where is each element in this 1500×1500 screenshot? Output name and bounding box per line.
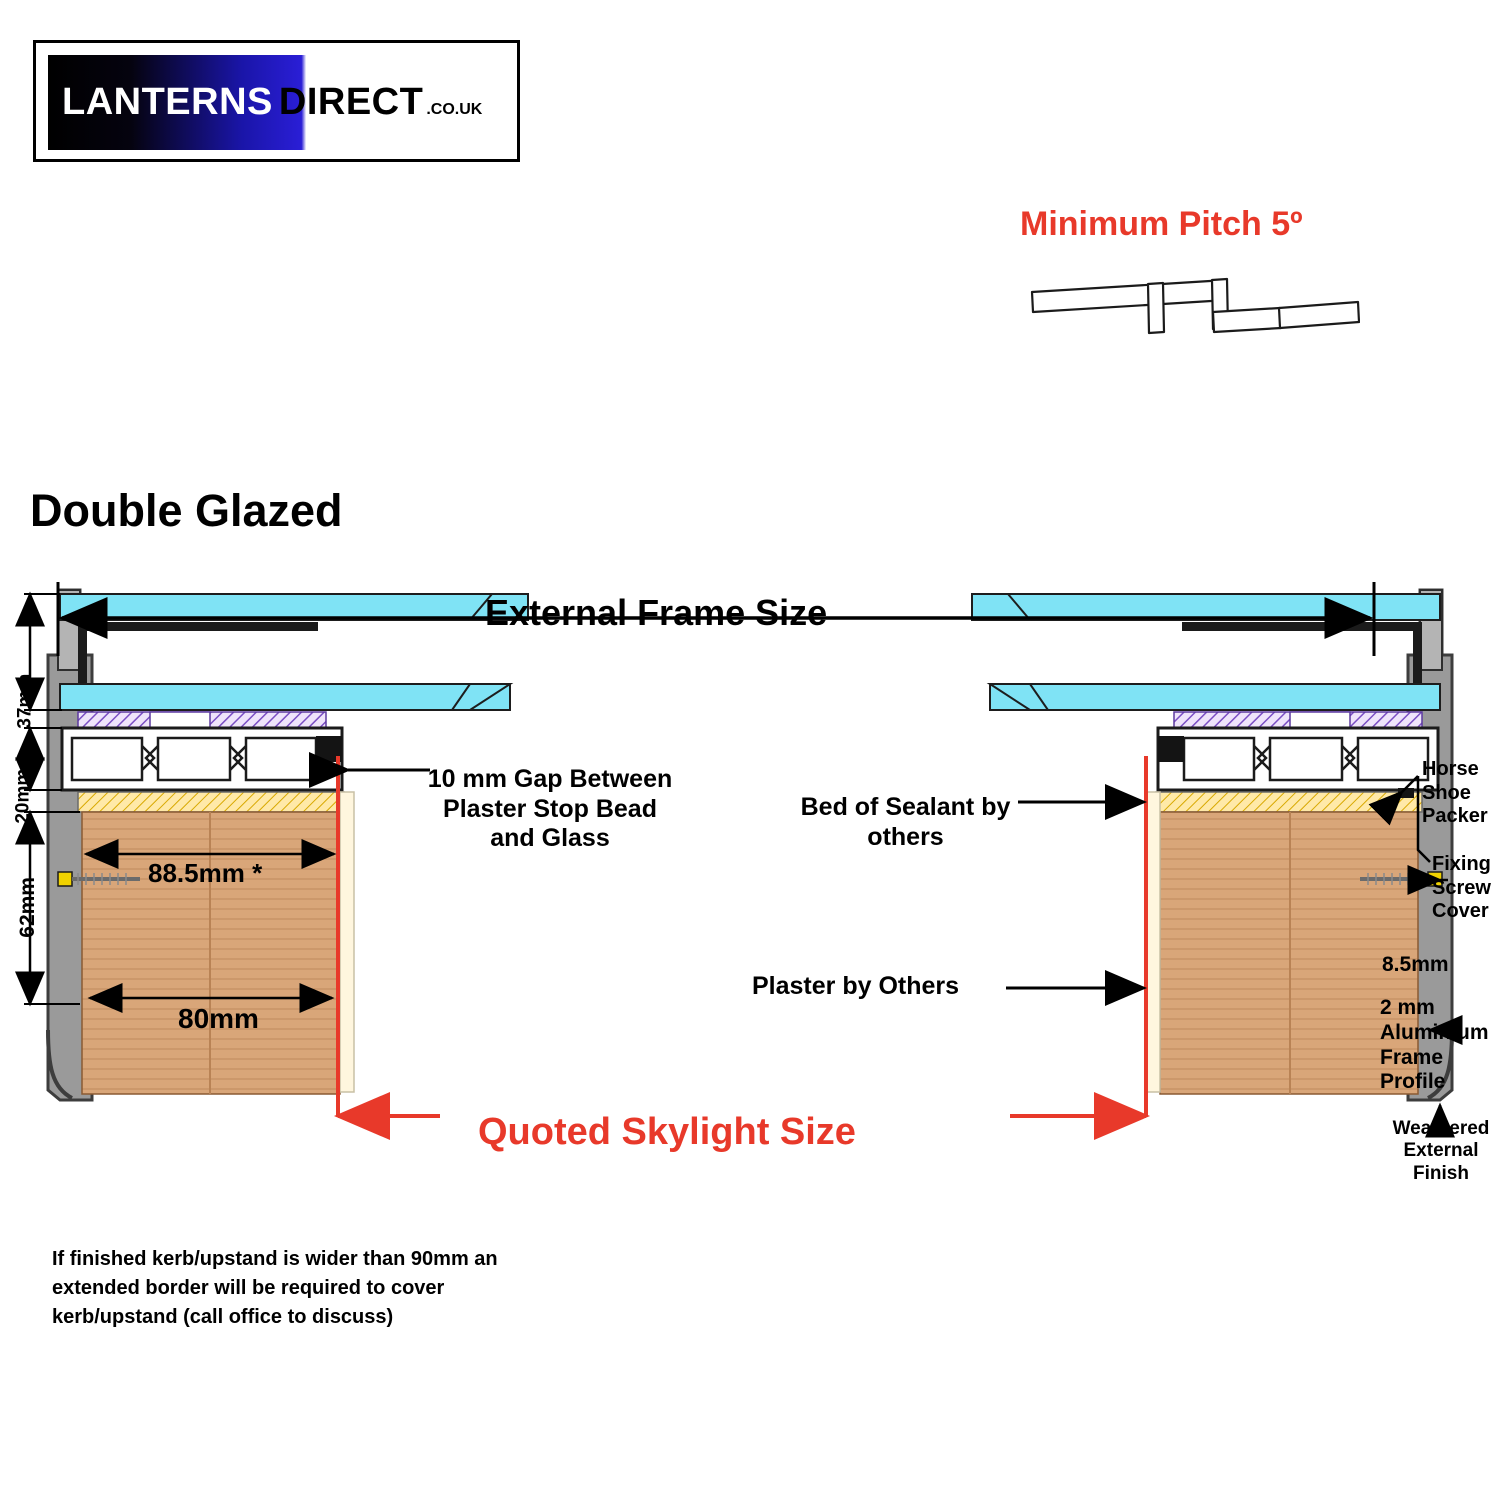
logo-word-direct: DIRECT [278, 81, 424, 123]
brand-logo [33, 40, 520, 162]
bed-of-sealant-right [1156, 792, 1422, 812]
outer-glass-pane-left [60, 594, 528, 620]
inner-glass-pane-right [990, 684, 1440, 710]
callout-fixing-screw-cover: Fixing Screw Cover [1432, 853, 1491, 923]
callout-plaster-by-others: Plaster by Others [752, 972, 960, 1000]
dimension-label-quoted-skylight-size: Quoted Skylight Size [478, 1111, 856, 1153]
minimum-pitch-diagram [1030, 270, 1360, 380]
section-heading-double-glazed: Double Glazed [30, 485, 343, 536]
dimension-label-8-5mm: 8.5mm [1382, 953, 1449, 976]
dimension-label-20mm: 20mm [12, 768, 34, 824]
outer-glass-pane-right [972, 594, 1440, 620]
dimension-label-external-frame-size: External Frame Size [485, 592, 828, 633]
bed-of-sealant-left [78, 792, 344, 812]
callout-gap-between-plaster-stop-bead-and-glass: 10 mm Gap Between Plaster Stop Bead and Glass [427, 765, 673, 852]
logo-gradient-bar [48, 55, 509, 150]
callout-weathered-external-finish: Weathered External Finish [1392, 1118, 1490, 1184]
minimum-pitch-title: Minimum Pitch 5º [1020, 205, 1303, 243]
plaster-left [340, 792, 354, 1092]
inner-glass-pane-left [60, 684, 510, 710]
callout-horse-shoe-packer: Horse Shoe Packer [1422, 758, 1488, 828]
dimension-label-62mm: 62mm [15, 877, 39, 938]
dimension-label-37mm: 37mm [14, 673, 36, 729]
plaster-right [1146, 792, 1160, 1092]
fixing-screw-cover-left [58, 872, 72, 886]
callout-bed-of-sealant: Bed of Sealant by others [800, 793, 1011, 851]
dimension-label-80mm: 80mm [178, 1003, 259, 1034]
logo-tld: .CO.UK [426, 101, 483, 118]
callout-aluminium-frame-profile: 2 mm Aluminium Frame Profile [1380, 996, 1489, 1094]
logo-word-lanterns: LANTERNS [62, 81, 273, 123]
footnote-text: If finished kerb/upstand is wider than 90mm an extended border will be required to cover kerb/upstand (call office to discuss) [52, 1248, 498, 1328]
logo-text [48, 81, 482, 124]
dimension-label-88-5mm: 88.5mm * [148, 858, 263, 888]
